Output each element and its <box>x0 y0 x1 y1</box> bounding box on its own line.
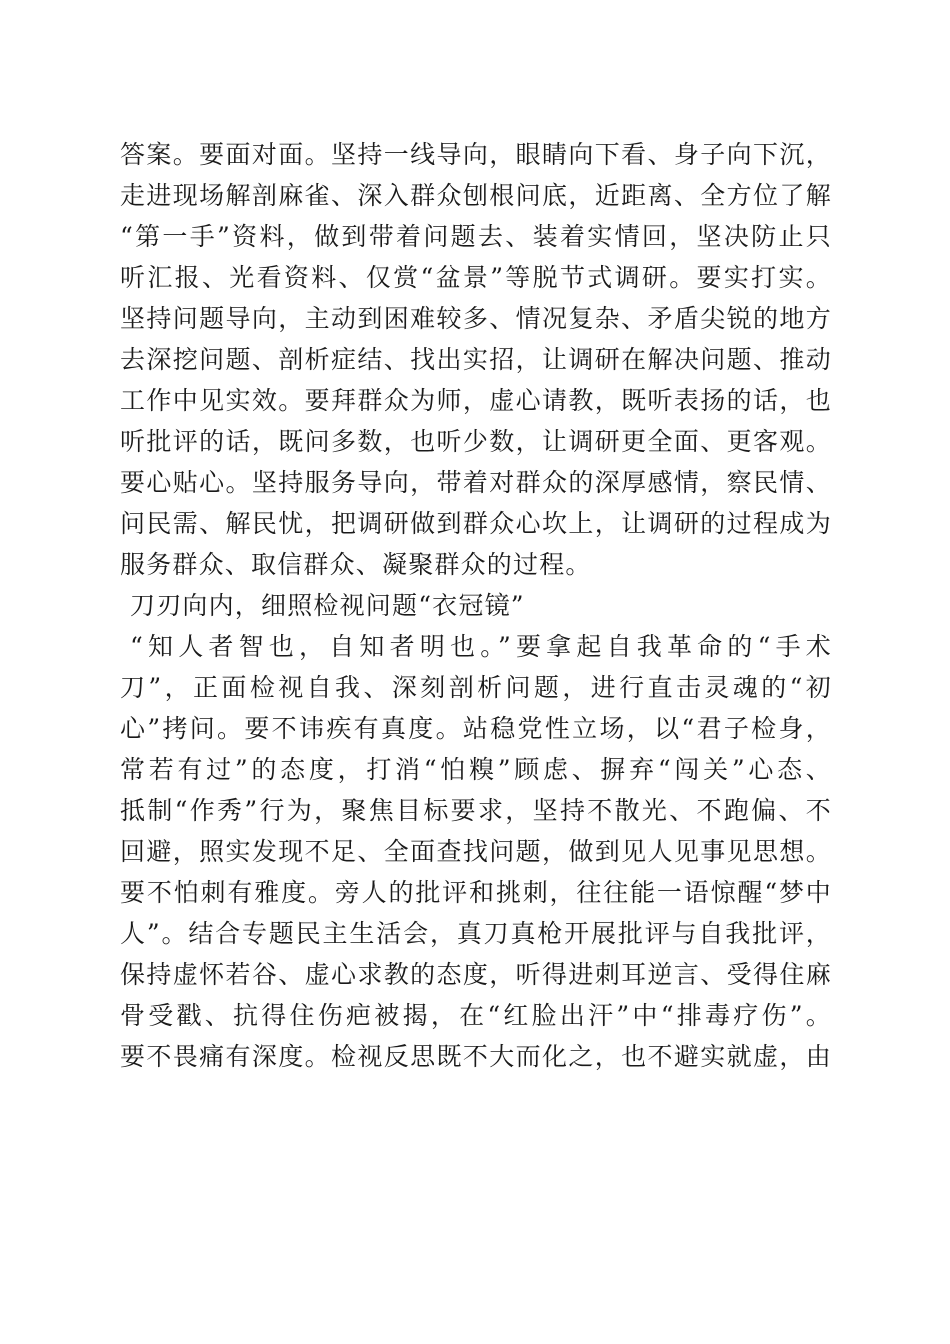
text-line: “第一手”资料，做到带着问题去、装着实情回，坚决防止只 <box>120 222 832 251</box>
paragraph-research-methods <box>120 134 832 585</box>
paragraph-self-examination <box>120 626 832 1077</box>
text-line: 要不畏痛有深度。检视反思既不大而化之，也不避实就虚，由 <box>120 1042 832 1071</box>
text-line: 问民需、解民忧，把调研做到群众心坎上，让调研的过程成为 <box>120 509 832 538</box>
text-line: 保持虚怀若谷、虚心求教的态度，听得进刺耳逆言、受得住麻 <box>120 960 832 989</box>
text-line: 人”。结合专题民主生活会，真刀真枪开展批评与自我批评， <box>120 919 832 948</box>
text-line: 常若有过”的态度，打消“怕糗”顾虑、摒弃“闯关”心态、 <box>120 755 832 784</box>
text-line: 心”拷问。要不讳疾有真度。站稳党性立场，以“君子检身， <box>120 714 832 743</box>
text-line: “知人者智也，自知者明也。”要拿起自我革命的“手术 <box>130 632 832 661</box>
text-line: 要心贴心。坚持服务导向，带着对群众的深厚感情，察民情、 <box>120 468 832 497</box>
text-line: 刀”，正面检视自我、深刻剖析问题，进行直击灵魂的“初 <box>120 673 832 702</box>
text-line: 坚持问题导向，主动到困难较多、情况复杂、矛盾尖锐的地方 <box>120 304 832 333</box>
text-line: 听汇报、光看资料、仅赏“盆景”等脱节式调研。要实打实。 <box>120 263 832 292</box>
section-heading: 刀刃向内，细照检视问题“衣冠镜” <box>130 591 525 620</box>
text-line: 答案。要面对面。坚持一线导向，眼睛向下看、身子向下沉， <box>120 140 832 169</box>
text-line: 抵制“作秀”行为，聚焦目标要求，坚持不散光、不跑偏、不 <box>120 796 832 825</box>
text-line: 服务群众、取信群众、凝聚群众的过程。 <box>120 550 592 579</box>
text-line: 走进现场解剖麻雀、深入群众刨根问底，近距离、全方位了解 <box>120 181 832 210</box>
text-line: 去深挖问题、剖析症结、找出实招，让调研在解决问题、推动 <box>120 345 832 374</box>
text-line: 骨受戳、抗得住伤疤被揭，在“红脸出汗”中“排毒疗伤”。 <box>120 1001 832 1030</box>
text-line: 工作中见实效。要拜群众为师，虚心请教，既听表扬的话，也 <box>120 386 832 415</box>
text-line: 要不怕刺有雅度。旁人的批评和挑刺，往往能一语惊醒“梦中 <box>120 878 832 907</box>
text-line: 听批评的话，既问多数，也听少数，让调研更全面、更客观。 <box>120 427 832 456</box>
text-line: 回避，照实发现不足、全面查找问题，做到见人见事见思想。 <box>120 837 832 866</box>
section-heading-block <box>120 585 832 626</box>
